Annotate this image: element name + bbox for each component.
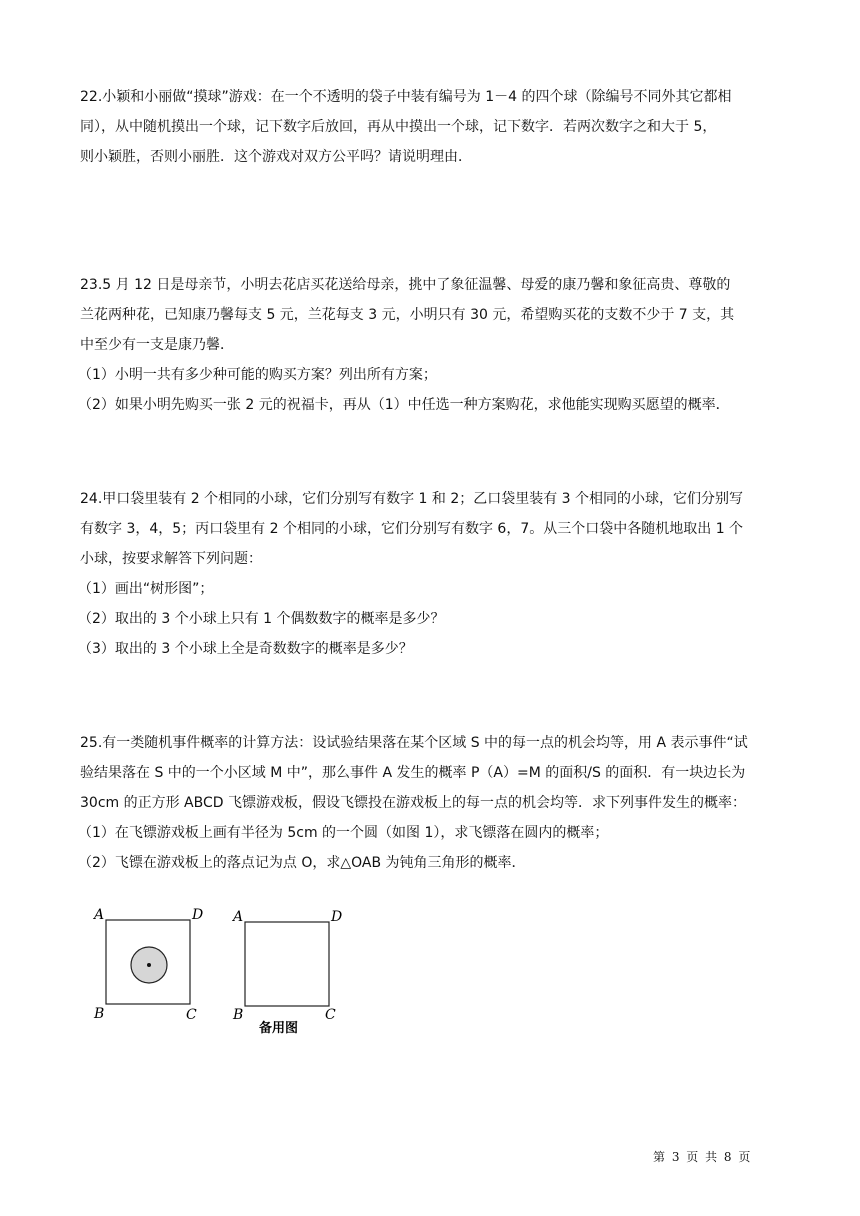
question-text-line: 中至少有一支是康乃馨．: [80, 337, 234, 353]
question-text-line: 22.小颖和小丽做“摸球”游戏：在一个不透明的袋子中装有编号为 1－4 的四个球（除编号不同外其它都相: [80, 89, 732, 105]
geometry-figures: [88, 902, 358, 1042]
question-23: [80, 270, 780, 420]
figure-2: [231, 909, 342, 1036]
vertex-label-a: A: [94, 907, 105, 923]
question-text-line: 30cm 的正方形 ABCD 飞镖游戏板，假设飞镖投在游戏板上的每一点的机会均等．求下列事件发生的概率：: [80, 795, 746, 811]
question-text-line: 24.甲口袋里装有 2 个相同的小球，它们分别写有数字 1 和 2；乙口袋里装有 3 个相同的小球，它们分别写: [80, 491, 744, 507]
question-22: [80, 82, 780, 172]
question-text-line: 兰花两种花，已知康乃馨每支 5 元，兰花每支 3 元，小明只有 30 元，希望购买花的支数不少于 7 支，其: [80, 307, 735, 323]
sub-question: （2）取出的 3 个小球上只有 1 个偶数数字的概率是多少？: [78, 611, 445, 627]
circle-center-dot: [147, 963, 151, 967]
vertex-label-c: C: [186, 1007, 197, 1023]
sub-question: （1）在飞镖游戏板上画有半径为 5cm 的一个圆（如图 1），求飞镖落在圆内的概率；: [78, 825, 609, 841]
sub-question: （3）取出的 3 个小球上全是奇数数字的概率是多少？: [78, 641, 413, 657]
vertex-label-c: C: [325, 1007, 336, 1023]
question-24: [80, 484, 780, 664]
question-text-line: 验结果落在 S 中的一个小区域 M 中”，那么事件 A 发生的概率 P（A）=M 的面积/S 的面积．有一块边长为: [80, 765, 746, 781]
vertex-label-a: A: [233, 909, 244, 925]
question-25: [80, 728, 780, 878]
question-text-line: 小球，按要求解答下列问题：: [80, 551, 262, 567]
question-text-line: 有数字 3，4，5；丙口袋里有 2 个相同的小球，它们分别写有数字 6，7。从三个口袋中各随机地取出 1 个: [80, 521, 744, 537]
sub-question: （2）如果小明先购买一张 2 元的祝福卡，再从（1）中任选一种方案购花，求他能实现购买愿望的概率．: [78, 397, 730, 413]
vertex-label-d: D: [331, 909, 343, 925]
vertex-label-d: D: [192, 907, 204, 923]
sub-question: （2）飞镖在游戏板上的落点记为点 O，求△OAB 为钝角三角形的概率．: [78, 855, 526, 871]
sub-question: （1）画出“树形图”；: [78, 581, 214, 597]
vertex-label-b: B: [233, 1007, 244, 1023]
page-footer: 第 3 页 共 8 页: [653, 1150, 751, 1164]
question-text-line: 则小颖胜，否则小丽胜．这个游戏对双方公平吗？请说明理由．: [80, 149, 472, 165]
vertex-label-b: B: [94, 1006, 105, 1022]
figures: [88, 902, 358, 1042]
question-text-line: 23.5 月 12 日是母亲节，小明去花店买花送给母亲，挑中了象征温馨、母爱的康乃馨和象征高贵、尊敬的: [80, 277, 731, 293]
figure-caption: 备用图: [259, 1021, 299, 1036]
spare-square-abcd: [245, 922, 329, 1006]
question-text-line: 同），从中随机摸出一个球，记下数字后放回，再从中摸出一个球，记下数字．若两次数字之和大于 5，: [80, 119, 717, 135]
question-text-line: 25.有一类随机事件概率的计算方法：设试验结果落在某个区域 S 中的每一点的机会均等，用 A 表示事件“试: [80, 735, 748, 751]
figure-1: [92, 907, 203, 1023]
sub-question: （1）小明一共有多少种可能的购买方案？列出所有方案；: [78, 367, 437, 383]
